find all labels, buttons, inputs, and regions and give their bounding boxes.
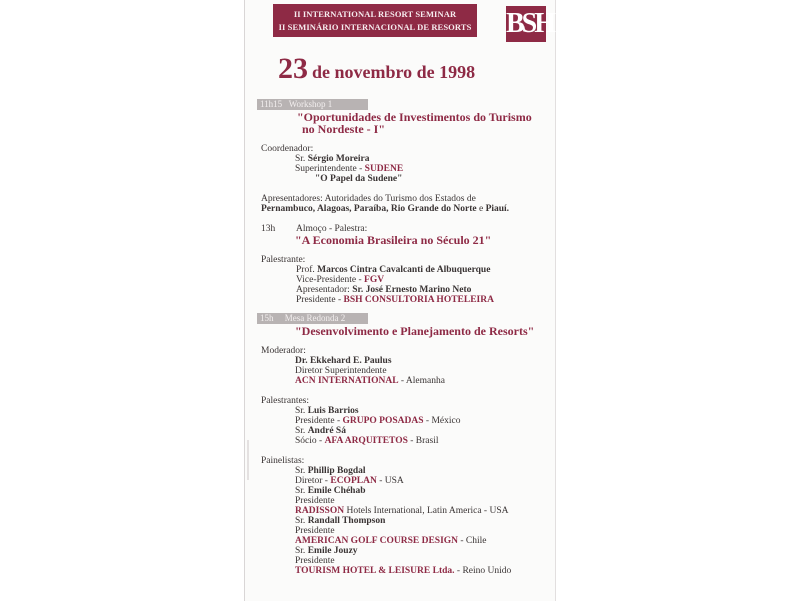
panelist-1-role: Diretor - <box>295 476 328 486</box>
bsh-logo: BSH <box>506 6 546 42</box>
speaker-2-country: - Brasil <box>410 436 439 446</box>
panelist-2-prefix: Sr. <box>295 486 306 496</box>
panelist-2-role: Presidente <box>295 496 335 506</box>
panelist-2-name: Emile Chéhab <box>307 486 366 496</box>
event-date <box>278 52 475 86</box>
speaker-1-country: - México <box>425 416 461 426</box>
panelist-1-country: - USA <box>379 476 404 486</box>
coordinator-role: Superintendente - <box>295 164 363 174</box>
panelist-1-role-line <box>295 476 404 487</box>
panelist-4-role: Presidente <box>295 556 335 566</box>
presenter-label: Apresentador: <box>296 285 350 295</box>
moderator-role: Diretor Superintendente <box>295 366 387 376</box>
panelist-4-org-line <box>295 566 511 577</box>
speaker-2-prefix: Sr. <box>295 426 306 436</box>
lecturer-role-line <box>296 275 384 286</box>
panelist-2-org-line <box>295 506 508 517</box>
speaker-1-org: GRUPO POSADAS <box>342 416 424 426</box>
panelist-2-name-line <box>295 486 366 497</box>
workshop-label: Workshop 1 <box>288 99 333 109</box>
speaker-2-role: Sócio - <box>295 436 323 446</box>
moderator-org: ACN INTERNATIONAL <box>295 376 399 386</box>
banner-line-1: II INTERNATIONAL RESORT SEMINAR <box>293 9 457 19</box>
panelists-label: Painelistas: <box>261 456 305 466</box>
speaker-2-name: André Sá <box>307 426 346 436</box>
coordinator-talk: "O Papel da Sudene" <box>315 174 403 184</box>
coordinator-org: SUDENE <box>364 164 404 174</box>
presenters-states-line <box>261 204 509 215</box>
speaker-1-role-line <box>295 416 460 427</box>
workshop-time: 11h15 <box>260 99 283 109</box>
workshop-time-bar <box>257 99 368 110</box>
panel-time: 15h <box>260 313 274 323</box>
moderator-label: Moderador: <box>261 346 306 356</box>
panel-label: Mesa Redonda 2 <box>284 313 346 323</box>
panelist-1-name: Phillip Bogdal <box>307 466 366 476</box>
panel-title: "Desenvolvimento e Planejamento de Resorts" <box>295 324 535 338</box>
panelist-3-role: Presidente <box>295 526 335 536</box>
moderator-country: - Alemanha <box>400 376 445 386</box>
speaker-2-org: AFA ARQUITETOS <box>324 436 408 446</box>
moderator-name: Dr. Ekkehard E. Paulus <box>295 356 392 366</box>
speakers-label: Palestrantes: <box>261 396 310 406</box>
workshop-title-line-2: no Nordeste - I" <box>302 122 385 136</box>
panelist-4-name: Emile Jouzy <box>307 546 358 556</box>
presenter-org: BSH CONSULTORIA HOTELEIRA <box>343 295 494 305</box>
presenter-role: Presidente - <box>296 295 342 305</box>
lecturer-name: Marcos Cintra Cavalcanti de Albuquerque <box>317 265 491 275</box>
panelist-3-org: AMERICAN GOLF COURSE DESIGN <box>295 536 459 546</box>
page-crease <box>247 440 249 480</box>
panelist-3-name: Randall Thompson <box>307 516 386 526</box>
lunch-time: 13h <box>261 224 276 234</box>
date-month-year: de novembro de 1998 <box>312 62 476 82</box>
presenters-and: e <box>478 204 484 214</box>
coordinator-label: Coordenador: <box>261 144 314 154</box>
speaker-2-name-line <box>295 426 346 437</box>
presenters-last-state: Piauí. <box>485 204 510 214</box>
presenter-line <box>296 285 471 296</box>
panelist-2-org: RADISSON <box>295 506 345 516</box>
lunch-label: Almoço - Palestra: <box>296 224 368 234</box>
coordinator-name: Sérgio Moreira <box>307 154 370 164</box>
lecturer-name-line <box>296 265 490 276</box>
speaker-1-role: Presidente - <box>295 416 341 426</box>
lecturer-label: Palestrante: <box>261 255 306 265</box>
lecturer-role: Vice-Presidente - <box>296 275 362 285</box>
workshop-title-line-1: "Oportunidades de Investimentos do Turismo <box>297 110 532 124</box>
presenter-name: Sr. José Ernesto Marino Neto <box>352 285 472 295</box>
panelist-1-name-line <box>295 466 366 477</box>
panelist-1-prefix: Sr. <box>295 466 306 476</box>
presenters-label: Apresentadores: Autoridades do Turismo dos Estados de <box>261 194 476 204</box>
panelist-4-prefix: Sr. <box>295 546 306 556</box>
seminar-banner <box>273 4 477 37</box>
panelist-4-country: - Reino Unido <box>456 566 512 576</box>
lecturer-prefix: Prof. <box>296 265 315 275</box>
panelist-2-country: Hotels International, Latin America - USA <box>346 506 509 516</box>
speaker-1-prefix: Sr. <box>295 406 306 416</box>
panelist-3-name-line <box>295 516 385 527</box>
banner-line-2: II SEMINÁRIO INTERNACIONAL DE RESORTS <box>278 22 472 32</box>
panelist-3-org-line <box>295 536 487 547</box>
panelist-3-prefix: Sr. <box>295 516 306 526</box>
panelist-4-org: TOURISM HOTEL & LEISURE Ltda. <box>295 566 455 576</box>
speaker-1-name: Luis Barrios <box>307 406 359 416</box>
panel-time-bar <box>257 313 368 324</box>
panelist-4-name-line <box>295 546 358 557</box>
speaker-2-role-line <box>295 436 439 447</box>
lecturer-org: FGV <box>364 275 385 285</box>
coordinator-prefix: Sr. <box>295 154 306 164</box>
date-day: 23 <box>278 52 308 85</box>
presenter-role-line <box>296 295 494 306</box>
panelist-3-country: - Chile <box>460 536 487 546</box>
coordinator-role-line <box>295 164 403 175</box>
presenters-states: Pernambuco, Alagoas, Paraíba, Rio Grande do Norte <box>261 204 477 214</box>
panelist-1-org: ECOPLAN <box>330 476 377 486</box>
speaker-1-name-line <box>295 406 359 417</box>
lunch-title: "A Economia Brasileira no Século 21" <box>295 233 492 247</box>
coordinator-name-line <box>295 154 370 165</box>
moderator-org-line <box>295 376 445 387</box>
